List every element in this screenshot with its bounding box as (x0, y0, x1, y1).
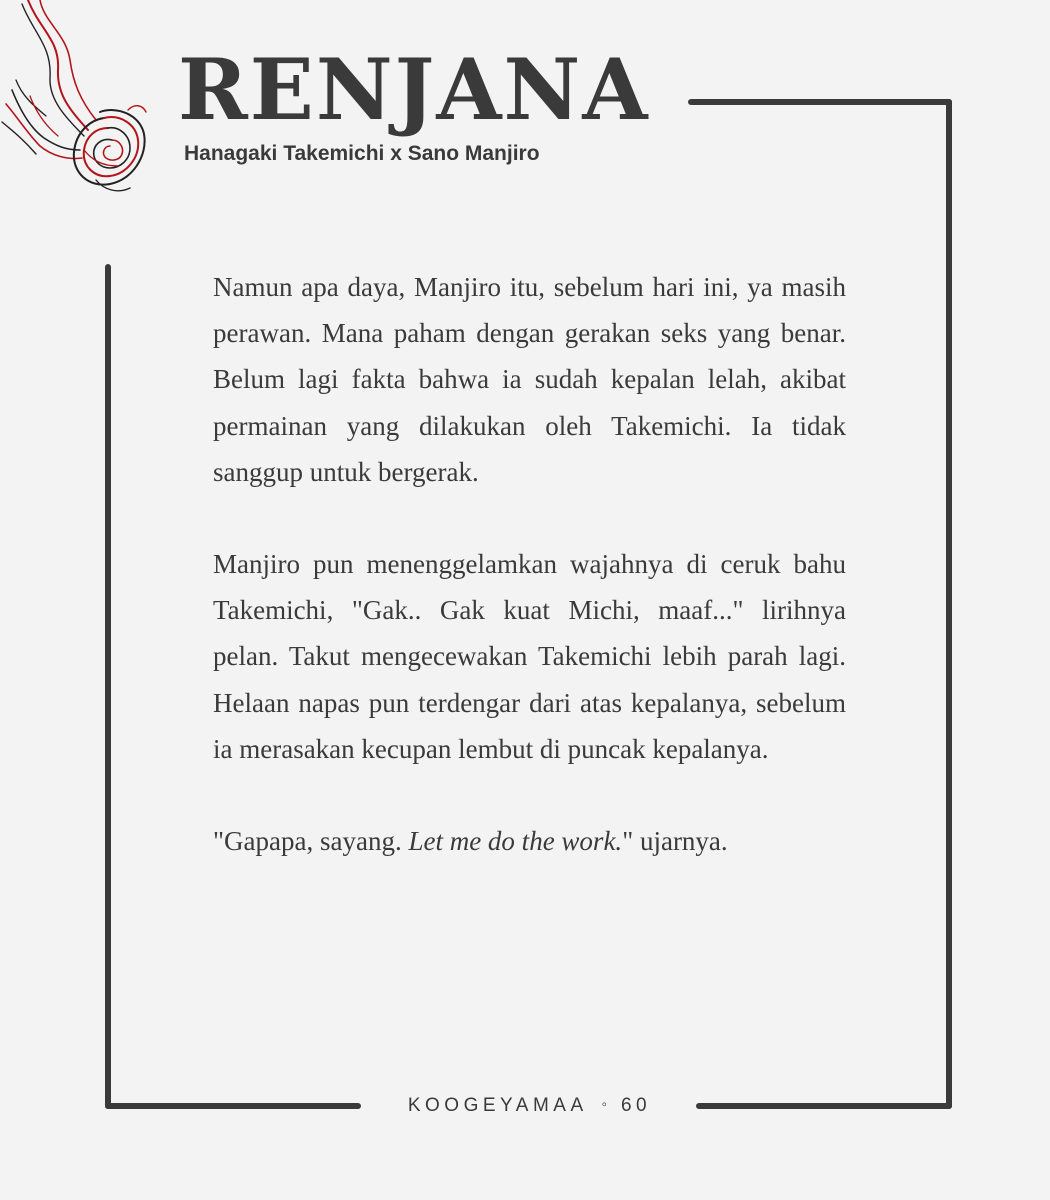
frame-top-line (688, 99, 952, 105)
author-name: KOOGEYAMAA (407, 1095, 588, 1116)
story-text (213, 264, 846, 910)
page-number: 60 (620, 1095, 652, 1116)
separator-dot: ◦ (601, 1096, 607, 1113)
dialogue-italic-text: Let me do the work. (408, 826, 623, 857)
page-footer (363, 1091, 696, 1120)
frame-bottom-right-line (696, 1103, 952, 1109)
frame-bottom-left-line (105, 1103, 361, 1109)
dialogue-text: "Gapapa, sayang. (213, 826, 409, 857)
rose-sketch-icon (0, 0, 160, 200)
page-title: RENJANA (178, 40, 650, 139)
paragraph: Namun apa daya, Manjiro itu, sebelum hari ini, ya masih perawan. Mana paham dengan gerakan seks yang benar. Belum lagi fakta bahwa ia sudah kepalan lelah, akibat permainan yang dilakukan oleh Takemichi. Ia tidak sanggup untuk bergerak. (213, 272, 846, 487)
frame-left-line (105, 264, 111, 1109)
frame-right-line (946, 99, 952, 1109)
paragraph (213, 818, 846, 864)
dialogue-tail-text: " ujarnya. (622, 826, 728, 857)
page-subtitle: Hanagaki Takemichi x Sano Manjiro (184, 142, 540, 165)
paragraph: Manjiro pun menenggelamkan wajahnya di ceruk bahu Takemichi, "Gak.. Gak kuat Michi, maaf..." lirihnya pelan. Takut mengecewakan Takemichi lebih parah lagi. Helaan napas pun terdengar dari atas kepalanya, sebelum ia merasakan kecupan lembut di puncak kepalanya. (213, 549, 846, 764)
